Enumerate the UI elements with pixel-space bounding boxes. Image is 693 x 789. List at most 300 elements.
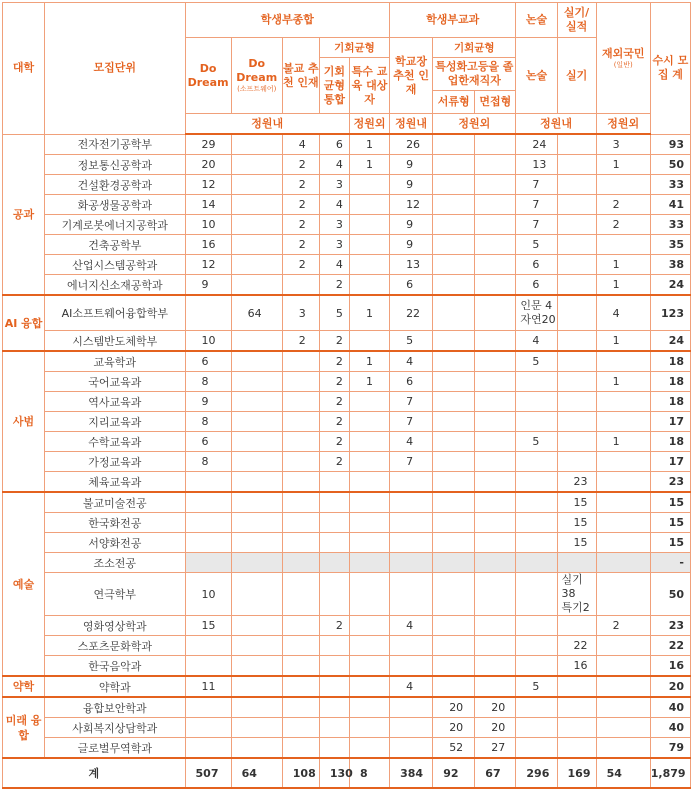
quota-cell: 4 (319, 255, 349, 275)
dept-cell: 한국음악과 (45, 656, 185, 677)
row-total-cell: 18 (650, 392, 690, 412)
quota-cell (231, 235, 282, 255)
table-row (3, 412, 691, 432)
quota-cell (231, 275, 282, 296)
quota-cell: 2 (319, 331, 349, 352)
dept-cell: 건축공학부 (45, 235, 185, 255)
univ-cell: AI 융합 (3, 295, 45, 351)
quota-cell: 15 (557, 533, 596, 553)
quota-cell (433, 134, 475, 155)
quota-cell: 3 (319, 215, 349, 235)
header-group-jonghap: 학생부종합 (185, 3, 390, 38)
quota-cell (475, 472, 516, 493)
total-cell: 130 (319, 758, 349, 788)
quota-cell: 9 (390, 155, 433, 175)
quota-cell (433, 573, 475, 616)
row-total-cell: 18 (650, 351, 690, 372)
quota-cell: 6 (185, 351, 231, 372)
quota-cell (475, 235, 516, 255)
quota-cell (349, 275, 389, 296)
quota-cell: 12 (185, 255, 231, 275)
quota-cell (231, 215, 282, 235)
quota-cell (433, 175, 475, 195)
quota-cell: 8 (185, 372, 231, 392)
quota-cell (557, 351, 596, 372)
dept-cell: 수학교육과 (45, 432, 185, 452)
total-cell: 296 (516, 758, 557, 788)
quota-cell (349, 492, 389, 513)
quota-cell (433, 412, 475, 432)
quota-cell (516, 697, 557, 718)
quota-cell: 24 (516, 134, 557, 155)
quota-cell (231, 155, 282, 175)
quota-cell (557, 676, 596, 697)
quota-cell (231, 513, 282, 533)
grand-total-cell: 1,879 (650, 758, 690, 788)
quota-cell (319, 697, 349, 718)
dept-cell: 체육교육과 (45, 472, 185, 493)
row-total-cell: 35 (650, 235, 690, 255)
quota-cell (231, 392, 282, 412)
row-total-cell: 15 (650, 492, 690, 513)
quota-cell: 12 (390, 195, 433, 215)
quota-cell (475, 134, 516, 155)
table-row (3, 275, 691, 296)
quota-cell (557, 255, 596, 275)
quota-cell: 2 (319, 616, 349, 636)
quota-cell: 12 (185, 175, 231, 195)
quota-cell (349, 175, 389, 195)
table-row (3, 392, 691, 412)
quota-cell (596, 553, 650, 573)
quota-cell (475, 392, 516, 412)
quota-cell: 10 (185, 215, 231, 235)
quota-cell (282, 676, 319, 697)
quota-cell: 26 (390, 134, 433, 155)
quota-cell: 22 (390, 295, 433, 331)
quota-cell (282, 513, 319, 533)
quota-cell: 4 (516, 331, 557, 352)
quota-cell (516, 412, 557, 432)
quota-cell (475, 351, 516, 372)
quota-cell (390, 513, 433, 533)
quota-cell (557, 412, 596, 432)
table-row (3, 235, 691, 255)
quota-cell (475, 155, 516, 175)
table-row (3, 351, 691, 372)
quota-cell (319, 553, 349, 573)
row-total-cell: 79 (650, 738, 690, 759)
table-row (3, 533, 691, 553)
quota-cell (516, 616, 557, 636)
row-total-cell: 23 (650, 616, 690, 636)
dept-cell: 역사교육과 (45, 392, 185, 412)
total-cell: 108 (282, 758, 319, 788)
header-jeongwonnae-1: 정원내 (185, 114, 349, 135)
table-row (3, 331, 691, 352)
quota-cell (557, 295, 596, 331)
dept-cell: 산업시스템공학과 (45, 255, 185, 275)
quota-cell (231, 656, 282, 677)
quota-cell: 2 (319, 412, 349, 432)
quota-cell (231, 175, 282, 195)
header-jeongwonnae-3: 정원내 (516, 114, 596, 135)
quota-cell (349, 235, 389, 255)
quota-cell (475, 676, 516, 697)
quota-cell (231, 472, 282, 493)
quota-cell: 1 (596, 372, 650, 392)
quota-cell (390, 553, 433, 573)
quota-cell: 6 (516, 275, 557, 296)
dept-cell: 융합보안학과 (45, 697, 185, 718)
quota-cell: 16 (557, 656, 596, 677)
quota-cell (282, 412, 319, 432)
quota-cell (433, 331, 475, 352)
table-row (3, 134, 691, 155)
quota-cell: 2 (282, 155, 319, 175)
header-dodream-sw-label: Do Dream (236, 57, 278, 84)
quota-cell: 22 (557, 636, 596, 656)
quota-cell (596, 636, 650, 656)
quota-cell: 8 (185, 412, 231, 432)
total-cell: 54 (596, 758, 650, 788)
quota-cell (596, 452, 650, 472)
quota-cell (596, 392, 650, 412)
quota-cell: 1 (596, 432, 650, 452)
quota-cell: 2 (282, 175, 319, 195)
table-row (3, 372, 691, 392)
quota-cell: 3 (596, 134, 650, 155)
quota-cell (475, 215, 516, 235)
row-total-cell: 40 (650, 718, 690, 738)
header-dept: 모집단위 (45, 3, 185, 135)
quota-cell (433, 472, 475, 493)
quota-cell (557, 432, 596, 452)
header-gihoe-tonghap: 기회 균형 통합 (319, 58, 349, 114)
quota-cell (282, 275, 319, 296)
quota-cell (475, 255, 516, 275)
header-susi-total: 수시 모집 계 (650, 3, 690, 135)
quota-cell (390, 636, 433, 656)
quota-cell (433, 452, 475, 472)
table-header (3, 3, 691, 135)
quota-cell (231, 697, 282, 718)
header-foreign-label: 재외국민 (601, 46, 645, 60)
quota-cell: 2 (319, 351, 349, 372)
quota-cell (319, 738, 349, 759)
quota-cell (185, 656, 231, 677)
dept-cell: 연극학부 (45, 573, 185, 616)
quota-cell (185, 533, 231, 553)
quota-cell (349, 472, 389, 493)
table-row (3, 432, 691, 452)
quota-cell (557, 275, 596, 296)
row-total-cell: 22 (650, 636, 690, 656)
quota-cell: 5 (516, 432, 557, 452)
quota-cell: 5 (390, 331, 433, 352)
quota-cell: 6 (185, 432, 231, 452)
table-row (3, 513, 691, 533)
quota-cell (231, 412, 282, 432)
quota-cell: 실기38 특기2 (557, 573, 596, 616)
total-cell: 507 (185, 758, 231, 788)
quota-cell: 7 (390, 392, 433, 412)
quota-cell (596, 738, 650, 759)
quota-cell: 6 (516, 255, 557, 275)
table-row (3, 195, 691, 215)
quota-cell (433, 636, 475, 656)
quota-cell (390, 472, 433, 493)
dept-cell: 건설환경공학과 (45, 175, 185, 195)
quota-cell (433, 513, 475, 533)
header-jeongwonnae-2: 정원내 (390, 114, 433, 135)
quota-cell (231, 533, 282, 553)
quota-cell: 3 (282, 295, 319, 331)
quota-cell: 15 (557, 513, 596, 533)
quota-cell: 9 (390, 175, 433, 195)
row-total-cell: 23 (650, 472, 690, 493)
quota-cell (516, 573, 557, 616)
quota-cell: 4 (390, 616, 433, 636)
quota-cell (433, 616, 475, 636)
quota-cell (433, 295, 475, 331)
quota-cell: 6 (390, 275, 433, 296)
quota-cell: 16 (185, 235, 231, 255)
quota-cell (475, 513, 516, 533)
quota-cell: 9 (185, 392, 231, 412)
quota-cell (433, 656, 475, 677)
quota-cell (231, 372, 282, 392)
quota-cell: 1 (596, 155, 650, 175)
quota-cell (231, 492, 282, 513)
quota-cell (516, 718, 557, 738)
quota-cell (475, 553, 516, 573)
row-total-cell: 16 (650, 656, 690, 677)
quota-cell: 2 (282, 235, 319, 255)
quota-cell: 7 (516, 175, 557, 195)
quota-cell (282, 452, 319, 472)
quota-cell (475, 331, 516, 352)
quota-cell: 2 (596, 195, 650, 215)
total-cell: 384 (390, 758, 433, 788)
quota-cell: 10 (185, 331, 231, 352)
quota-cell (282, 492, 319, 513)
quota-cell (433, 553, 475, 573)
quota-cell (185, 636, 231, 656)
table-row (3, 255, 691, 275)
quota-cell (349, 656, 389, 677)
quota-cell (231, 255, 282, 275)
quota-cell (390, 718, 433, 738)
quota-cell: 7 (390, 412, 433, 432)
quota-cell (596, 513, 650, 533)
row-total-cell: 24 (650, 331, 690, 352)
quota-cell: 20 (433, 718, 475, 738)
quota-cell (349, 452, 389, 472)
quota-cell (433, 533, 475, 553)
quota-cell: 1 (349, 351, 389, 372)
quota-cell (319, 513, 349, 533)
quota-cell (231, 573, 282, 616)
quota-cell: 5 (516, 676, 557, 697)
quota-cell (557, 616, 596, 636)
quota-cell: 1 (596, 275, 650, 296)
quota-cell (185, 513, 231, 533)
header-group-gyogwa: 학생부교과 (390, 3, 516, 38)
quota-cell (557, 134, 596, 155)
quota-cell: 2 (319, 392, 349, 412)
quota-cell (319, 636, 349, 656)
quota-cell (231, 738, 282, 759)
quota-cell: 2 (319, 432, 349, 452)
header-group-nonsul: 논술 (516, 3, 557, 38)
quota-cell (557, 155, 596, 175)
quota-cell (516, 656, 557, 677)
dept-cell: 스포츠문화학과 (45, 636, 185, 656)
table-row (3, 697, 691, 718)
dept-cell: 서양화전공 (45, 533, 185, 553)
quota-cell: 1 (596, 331, 650, 352)
quota-cell (349, 553, 389, 573)
quota-cell (282, 372, 319, 392)
quota-cell (282, 392, 319, 412)
quota-cell: 2 (282, 195, 319, 215)
header-jeongwonoe-3: 정원외 (596, 114, 650, 135)
quota-cell: 4 (390, 351, 433, 372)
univ-cell: 예술 (3, 492, 45, 676)
quota-cell: 4 (596, 295, 650, 331)
row-total-cell: 93 (650, 134, 690, 155)
quota-cell (433, 195, 475, 215)
quota-cell (390, 738, 433, 759)
quota-cell (185, 472, 231, 493)
quota-cell: 1 (349, 155, 389, 175)
table-row (3, 676, 691, 697)
dept-cell: 전자전기공학부 (45, 134, 185, 155)
table-row (3, 492, 691, 513)
quota-cell: 2 (282, 331, 319, 352)
header-silgi: 실기 (557, 38, 596, 114)
dept-cell: 교육학과 (45, 351, 185, 372)
quota-cell (596, 533, 650, 553)
quota-cell (231, 331, 282, 352)
quota-cell: 2 (596, 215, 650, 235)
dept-cell: 시스템반도체학부 (45, 331, 185, 352)
quota-cell (475, 492, 516, 513)
dept-cell: 에너지신소재공학과 (45, 275, 185, 296)
quota-cell: 20 (185, 155, 231, 175)
row-total-cell: 123 (650, 295, 690, 331)
row-total-cell: 50 (650, 573, 690, 616)
quota-cell: 52 (433, 738, 475, 759)
quota-cell: 4 (319, 155, 349, 175)
quota-cell (475, 452, 516, 472)
row-total-cell: 18 (650, 432, 690, 452)
quota-cell (282, 553, 319, 573)
quota-cell (433, 492, 475, 513)
quota-cell (516, 472, 557, 493)
quota-cell (557, 392, 596, 412)
quota-cell: 2 (319, 372, 349, 392)
total-cell: 67 (475, 758, 516, 788)
quota-cell (596, 573, 650, 616)
quota-cell (185, 738, 231, 759)
quota-cell: 1 (349, 134, 389, 155)
table-row (3, 718, 691, 738)
table-row (3, 175, 691, 195)
total-cell: 8 (349, 758, 389, 788)
header-jeongwonoe-2: 정원외 (433, 114, 516, 135)
admission-quota-table (2, 2, 691, 789)
quota-cell: 14 (185, 195, 231, 215)
quota-cell (231, 676, 282, 697)
quota-cell (185, 697, 231, 718)
quota-cell (349, 697, 389, 718)
header-univ: 대학 (3, 3, 45, 135)
header-teukseong: 특성화고등을 졸업한재직자 (433, 58, 516, 91)
quota-cell (475, 432, 516, 452)
quota-cell (475, 573, 516, 616)
quota-cell: 5 (516, 351, 557, 372)
row-total-cell: 38 (650, 255, 690, 275)
quota-cell (475, 412, 516, 432)
header-gihoe2: 기회균형 (433, 38, 516, 58)
quota-cell (475, 533, 516, 553)
row-total-cell: 15 (650, 513, 690, 533)
quota-cell (349, 412, 389, 432)
table-row (3, 656, 691, 677)
univ-cell: 미래 융합 (3, 697, 45, 758)
quota-cell (433, 215, 475, 235)
quota-cell (231, 351, 282, 372)
quota-cell (516, 553, 557, 573)
header-seoryu: 서류형 (433, 91, 475, 114)
quota-cell (596, 472, 650, 493)
quota-cell (390, 697, 433, 718)
quota-cell (475, 656, 516, 677)
quota-cell (390, 533, 433, 553)
row-total-cell: 41 (650, 195, 690, 215)
quota-cell (516, 452, 557, 472)
quota-cell (185, 492, 231, 513)
dept-cell: AI소프트웨어융합학부 (45, 295, 185, 331)
quota-cell (596, 412, 650, 432)
dept-cell: 약학과 (45, 676, 185, 697)
quota-cell (349, 533, 389, 553)
quota-cell (390, 573, 433, 616)
quota-cell (596, 697, 650, 718)
quota-cell (596, 718, 650, 738)
header-bulgyo: 불교 추천 인재 (282, 38, 319, 114)
table-row (3, 155, 691, 175)
quota-cell: 4 (390, 432, 433, 452)
quota-cell: 4 (282, 134, 319, 155)
quota-cell (319, 676, 349, 697)
quota-cell: 64 (231, 295, 282, 331)
dept-cell: 영화영상학과 (45, 616, 185, 636)
table-row (3, 616, 691, 636)
quota-cell (475, 175, 516, 195)
quota-cell (349, 676, 389, 697)
quota-cell: 1 (596, 255, 650, 275)
quota-cell (516, 533, 557, 553)
quota-cell (596, 676, 650, 697)
dept-cell: 조소전공 (45, 553, 185, 573)
quota-cell: 10 (185, 573, 231, 616)
quota-cell (433, 372, 475, 392)
quota-cell (596, 175, 650, 195)
header-myeonjeop: 면접형 (475, 91, 516, 114)
